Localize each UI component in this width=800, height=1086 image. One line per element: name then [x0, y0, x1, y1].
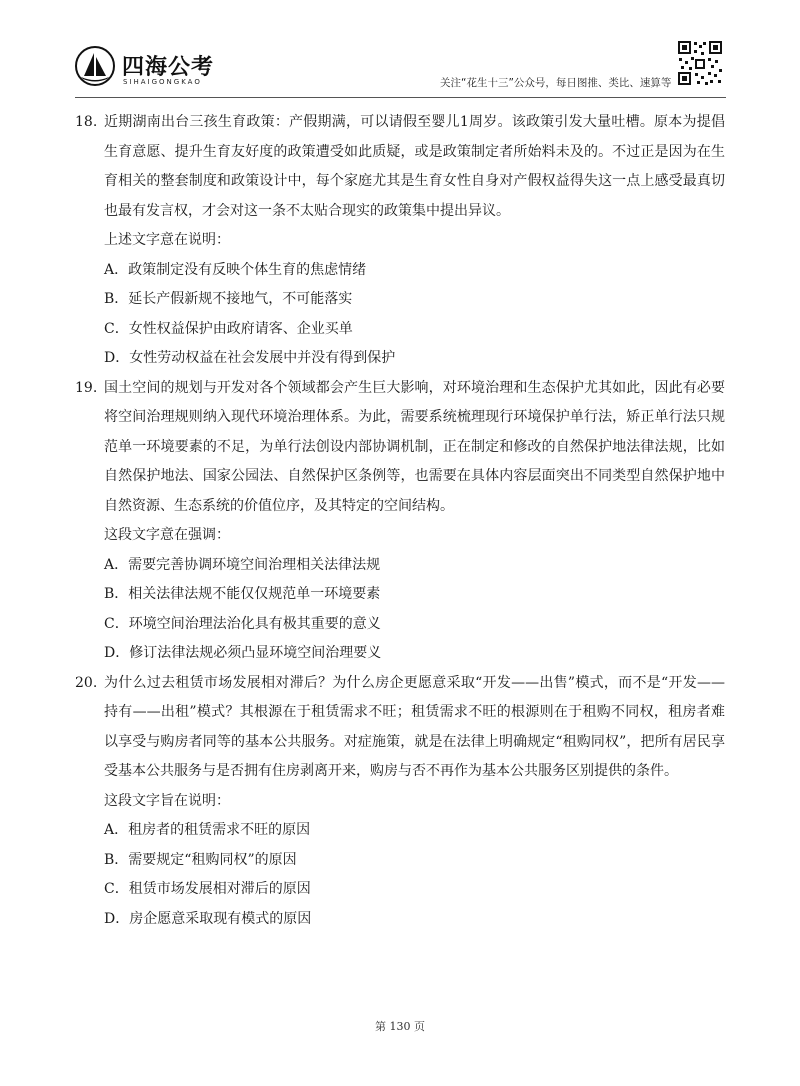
option-a: A．租房者的租赁需求不旺的原因 [104, 822, 311, 838]
page-number: 第 130 页 [375, 1020, 425, 1033]
page-header [0, 0, 800, 100]
question-number: 18. [75, 114, 98, 130]
sailboat-logo-icon [75, 46, 115, 86]
option-c: C．环境空间治理法治化具有极其重要的意义 [104, 615, 381, 632]
option-b: B．需要规定“租购同权”的原因 [104, 851, 297, 868]
header-slogan: 关注“花生十三”公众号，每日图推、类比、速算等 [440, 77, 672, 89]
question-stem [75, 374, 725, 522]
question-19 [75, 374, 725, 669]
question-stem [75, 669, 725, 787]
header-divider [75, 97, 726, 98]
option-c: C．女性权益保护由政府请客、企业买单 [104, 320, 353, 337]
question-20 [75, 669, 725, 935]
option-b: B．相关法律法规不能仅仅规范单一环境要素 [104, 586, 381, 602]
question-prompt: 上述文字意在说明： [104, 232, 230, 248]
option-d: D．女性劳动权益在社会发展中并没有得到保护 [104, 350, 396, 366]
question-18 [75, 108, 725, 374]
question-list [75, 108, 725, 934]
question-text: 为什么过去租赁市场发展相对滞后？为什么房企更愿意采取“开发——出售”模式，而不是“开发——持有——出租”模式？其根源在于租赁需求不旺；租赁需求不旺的根源则在于租购不同权，租房者难以享受与购房者同等的基本公共服务。对症施策，就是在法律上明确规定“租购同权”，把所有居民享受基本公共服务与是否拥有住房剥离开来，购房与否不再作为基本公共服务区别提供的条件。 [104, 674, 725, 779]
question-prompt: 这段文字意在强调： [104, 527, 230, 543]
question-number: 20. [75, 674, 98, 691]
question-prompt: 这段文字旨在说明： [104, 792, 230, 809]
brand-name: 四海公考 [122, 55, 215, 80]
option-c: C．租赁市场发展相对滞后的原因 [104, 881, 311, 897]
question-stem [75, 108, 725, 226]
question-text: 近期湖南出台三孩生育政策：产假期满，可以请假至婴儿1周岁。该政策引发大量吐槽。原本为提倡生育意愿、提升生育友好度的政策遭受如此质疑，或是政策制定者所始料未及的。不过正是因为在生育相关的整套制度和政策设计中，每个家庭尤其是生育女性自身对产假权益得失这一点上感受最真切也最有发言权，才会对这一条不太贴合现实的政策集中提出异议。 [104, 114, 725, 219]
option-d: D．房企愿意采取现有模式的原因 [104, 910, 312, 927]
question-number: 19. [75, 379, 98, 396]
option-a: A．政策制定没有反映个体生育的焦虑情绪 [104, 261, 367, 278]
brand-name-latin: SIHAIGONGKAO [123, 78, 202, 86]
question-text: 国土空间的规划与开发对各个领域都会产生巨大影响，对环境治理和生态保护尤其如此，因此有必要将空间治理规则纳入现代环境治理体系。为此，需要系统梳理现行环境保护单行法，矫正单行法只规范单一环境要素的不足，为单行法创设内部协调机制，正在制定和修改的自然保护地法律法规，比如自然保护地法、国家公园法、自然保护区条例等，也需要在具体内容层面突出不同类型自然保护地中自然资源、生态系统的价值位序，及其特定的空间结构。 [104, 379, 725, 514]
option-a: A．需要完善协调环境空间治理相关法律法规 [104, 556, 381, 573]
qr-code-icon [677, 40, 723, 86]
option-b: B．延长产假新规不接地气，不可能落实 [104, 291, 353, 307]
option-d: D．修订法律法规必须凸显环境空间治理要义 [104, 645, 382, 661]
